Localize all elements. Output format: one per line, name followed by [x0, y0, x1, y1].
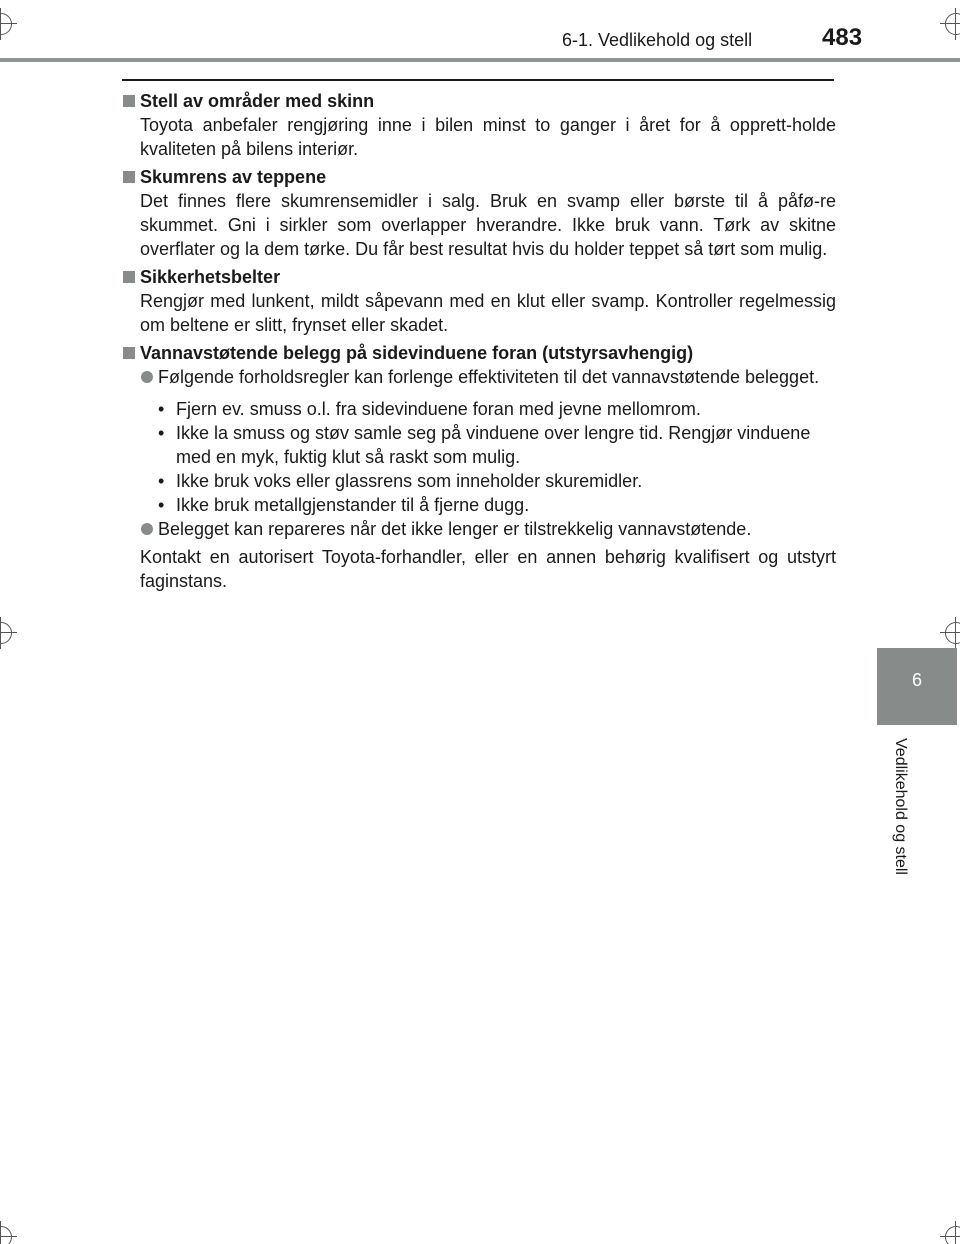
section-heading-text: Vannavstøtende belegg på sidevinduene foran (utstyrsavhengig) [140, 343, 694, 363]
list-item: • Ikke bruk voks eller glassrens som inneholder skuremidler. [158, 469, 836, 493]
circle-point [122, 517, 836, 541]
circle-point [122, 365, 836, 389]
chapter-tab-number: 6 [911, 670, 922, 690]
section-heading [122, 165, 836, 189]
list-item: • Ikke la smuss og støv samle seg på vinduene over lengre tid. Rengjør vinduene med en myk, fuktig klut så raskt som mulig. [158, 421, 836, 469]
section-body: Toyota anbefaler rengjøring inne i bilen minst to ganger i året for å opprett-holde kvaliteten på bilens interiør. [140, 115, 836, 159]
section-heading [122, 265, 836, 289]
section-heading-text: Sikkerhetsbelter [140, 267, 281, 287]
chapter-tab [877, 648, 957, 725]
section-heading [122, 89, 836, 113]
square-bullet-icon [123, 271, 135, 283]
circle-point-text: Belegget kan repareres når det ikke lenger er tilstrekkelig vannavstøtende. [158, 519, 752, 539]
crop-mark-top-right [940, 8, 960, 40]
page-number: 483 [822, 24, 863, 51]
square-bullet-icon [123, 95, 135, 107]
crop-mark-bottom-left [0, 1221, 17, 1244]
section-heading-text: Stell av områder med skinn [140, 91, 375, 111]
page-content [122, 89, 836, 597]
crop-mark-middle-left [0, 617, 17, 649]
circle-bullet-icon [141, 523, 153, 535]
header-section-title: 6-1. Vedlikehold og stell [562, 30, 753, 50]
crop-mark-top-left [0, 8, 17, 40]
chapter-tab-label: Vedlikehold og stell [892, 738, 909, 875]
closing-paragraph: Kontakt en autorisert Toyota-forhandler, eller en annen behørig kvalifisert og utstyrt faginstans. [140, 547, 836, 591]
list-item: • Fjern ev. smuss o.l. fra sidevinduene foran med jevne mellomrom. [158, 397, 836, 421]
section-heading-text: Skumrens av teppene [140, 167, 327, 187]
circle-bullet-icon [141, 371, 153, 383]
section-heading [122, 341, 836, 365]
circle-point-text: Følgende forholdsregler kan forlenge effektiviteten til det vannavstøtende belegget. [158, 367, 820, 387]
content-top-rule [122, 79, 834, 81]
square-bullet-icon [123, 171, 135, 183]
section-body: Rengjør med lunkent, mildt såpevann med en klut eller svamp. Kontroller regelmessig om beltene er slitt, frynset eller skadet. [140, 291, 836, 335]
crop-mark-bottom-right [940, 1221, 960, 1244]
list-item: • Ikke bruk metallgjenstander til å fjerne dugg. [158, 493, 836, 517]
header-rule [0, 58, 960, 62]
crop-mark-middle-right [940, 617, 960, 649]
section-body: Det finnes flere skumrensemidler i salg. Bruk en svamp eller børste til å påfø-re skummet. Gni i sirkler som overlapper hverandre. Ikke bruk vann. Tørk av skitne overflater og la dem tørke. Du får best resultat hvis du holder teppet så tørt som mulig. [140, 191, 836, 259]
square-bullet-icon [123, 347, 135, 359]
bullet-list [122, 397, 836, 517]
